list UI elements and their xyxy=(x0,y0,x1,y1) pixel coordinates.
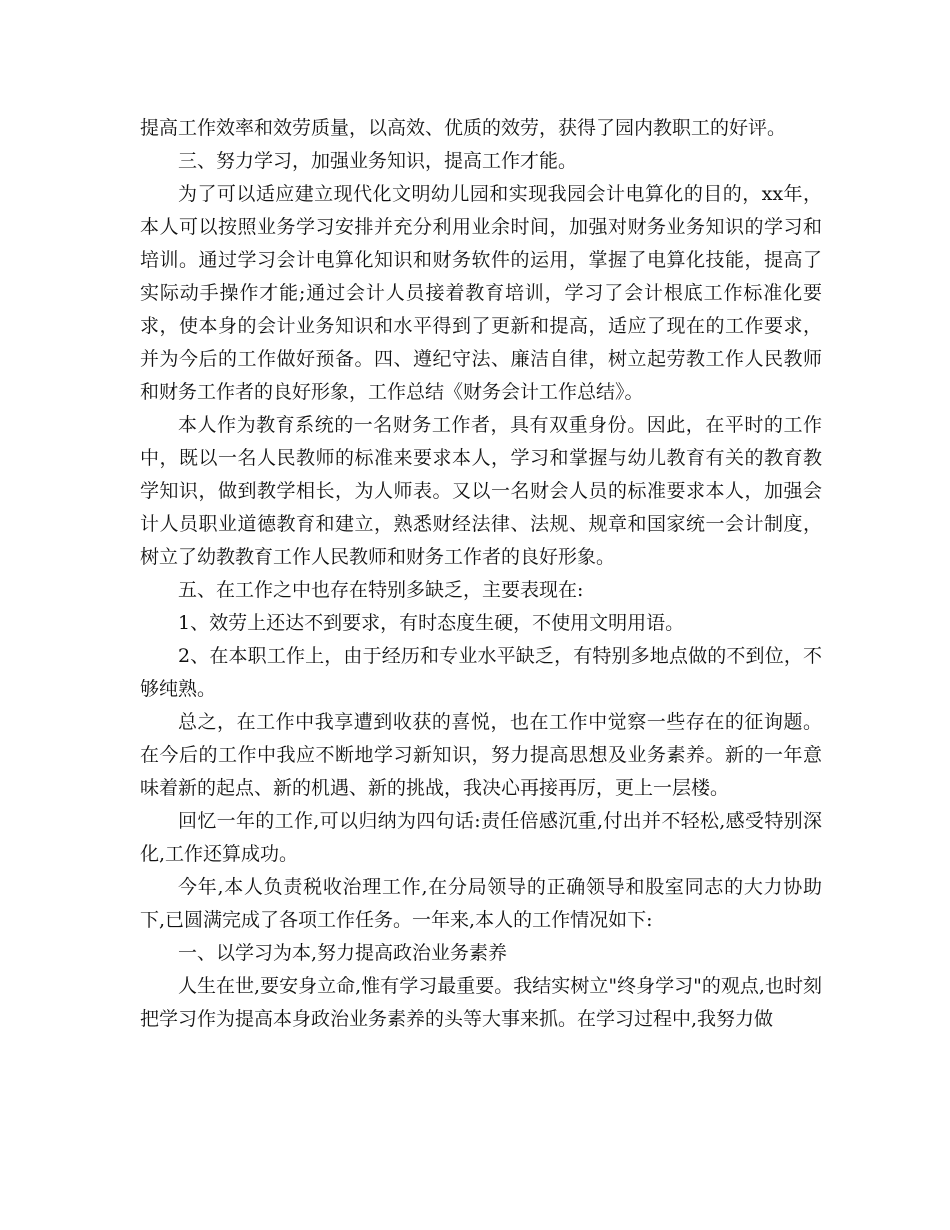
paragraph-conclusion: 总之，在工作中我享遭到收获的喜悦，也在工作中觉察一些存在的征询题。在今后的工作中我应不断地学习新知识，努力提高思想及业务素养。新的一年意味着新的起点、新的机遇、新的挑战，我决心再接再厉，更上一层楼。 xyxy=(140,711,822,799)
list-item-shortcoming-2: 2、在本职工作上，由于经历和专业水平缺乏，有特别多地点做的不到位，不够纯熟。 xyxy=(140,645,822,700)
paragraph-continuation: 提高工作效率和效劳质量，以高效、优质的效劳，获得了园内教职工的好评。 xyxy=(140,117,787,139)
document-body xyxy=(140,112,822,1036)
section-heading-study: 三、努力学习，加强业务知识，提高工作才能。 xyxy=(178,150,578,172)
section-heading-shortcomings: 五、在工作之中也存在特别多缺乏，主要表现在: xyxy=(178,579,584,601)
paragraph-lifelong-learning: 人生在世,要安身立命,惟有学习最重要。我结实树立"终身学习"的观点,也时刻把学习作为提高本身政治业务素养的头等大事来抓。在学习过程中,我努力做 xyxy=(140,975,822,1030)
paragraph-review: 回忆一年的工作,可以归纳为四句话:责任倍感沉重,付出并不轻松,感受特别深化,工作还算成功。 xyxy=(140,810,822,865)
paragraph-dual-identity: 本人作为教育系统的一名财务工作者，具有双重身份。因此，在平时的工作中，既以一名人民教师的标准来要求本人，学习和掌握与幼儿教育有关的教育教学知识，做到教学相长，为人师表。又以一名财会人员的标准要求本人，加强会计人员职业道德教育和建立，熟悉财经法律、法规、规章和国家统一会计制度，树立了幼教教育工作人民教师和财务工作者的良好形象。 xyxy=(140,414,822,568)
section-heading-learning: 一、以学习为本,努力提高政治业务素养 xyxy=(178,942,508,964)
list-item-shortcoming-1: 1、效劳上还达不到要求，有时态度生硬，不使用文明用语。 xyxy=(178,612,685,634)
paragraph-tax-work: 今年,本人负责税收治理工作,在分局领导的正确领导和股室同志的大力协助下,已圆满完成了各项工作任务。一年来,本人的工作情况如下: xyxy=(140,876,822,931)
paragraph-study: 为了可以适应建立现代化文明幼儿园和实现我园会计电算化的目的，xx年，本人可以按照业务学习安排并充分利用业余时间，加强对财务业务知识的学习和培训。通过学习会计电算化知识和财务软件的运用，掌握了电算化技能，提高了实际动手操作才能;通过会计人员接着教育培训，学习了会计根底工作标准化要求，使本身的会计业务知识和水平得到了更新和提高，适应了现在的工作要求，并为今后的工作做好预备。四、遵纪守法、廉洁自律，树立起劳教工作人民教师和财务工作者的良好形象，工作总结《财务会计工作总结》。 xyxy=(140,183,822,403)
